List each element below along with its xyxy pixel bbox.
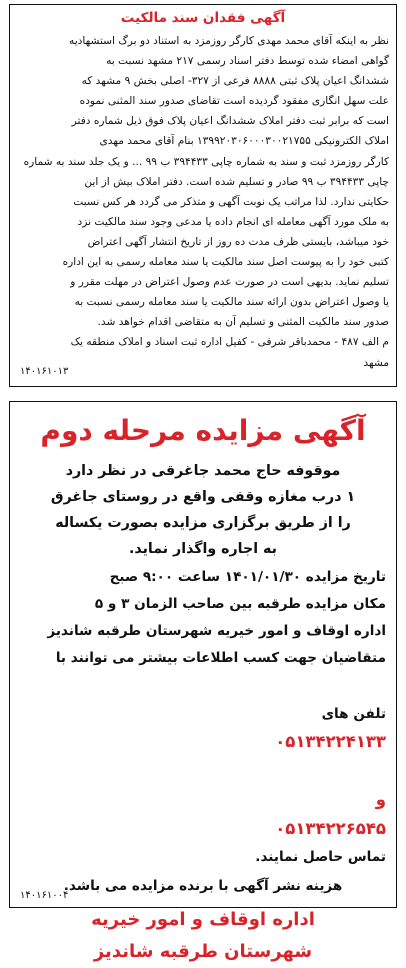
phone-number-1[interactable]: ۰۵۱۳۴۲۲۴۱۳۳ bbox=[275, 732, 386, 751]
phone-suffix: تماس حاصل نمایند. bbox=[255, 849, 386, 865]
auction-code: ۱۴۰۱۶۱۰۰۴ bbox=[20, 890, 69, 901]
phone-join: و bbox=[375, 790, 386, 809]
auction-notice bbox=[9, 401, 397, 962]
issuer-line-2: شهرستان طرقبه شاندیز bbox=[93, 941, 313, 962]
notice-body: نظر به اینکه آقای محمد مهدی کارگر روزمزد به استناد دو برگ استشهادیه گواهی امضاء شده توسط دفتر اسناد رسمی ۲۱۷ مشهد نسبت به ششدانگ اعیان پلاک ثبتی ۸۸۸۸ فرعی از ۳۲۷- اصلی بخش ۹ مشهد که علت سهل انگاری مفقود گردیده است تقاضای صدور سند المثنی نموده است که برابر ثبت دفتر املاک ششدانگ اعیان پلاک فوق ذیل شماره دفتر املاک الکترونیکی ۱۳۹۹۲۰۳۰۶۰۰۰۳۰۰۲۱۷۵۵ بنام آقای محمد مهدی کارگر روزمزد ثبت و سند به شماره چاپی ۳۹۴۴۳۳ ب ۹۹ ... و یک جلد سند به شماره چاپی ۳۹۴۴۳۳ ب ۹۹ صادر و تسلیم شده است. دفتر املاک بیش از این حکایتی ندارد. لذا مراتب یک نوبت آگهی و متذکر می گردد هر کس نسبت به ملک مورد آگهی معامله ای انجام داده یا مدعی وجود سند مالکیت نزد خود میباشد، بایستی ظرف مدت ده روز از تاریخ انتشار آگهی اعتراض کتبی خود را به پیوست اصل سند مالکیت یا سند معامله رسمی به این اداره تسلیم نماید. بدیهی است در صورت عدم وصول اعتراض در مهلت مقرر و یا وصول اعتراض بدون ارائه سند مالکیت یا سند معامله رسمی نسبت به صدور سند مالکیت المثنی و تسلیم آن به متقاضی اقدام خواهد شد. م الف ۴۸۷ - محمدباقر شرفی - کفیل اداره ثبت اسناد و املاک منطقه یک مشهد bbox=[23, 35, 389, 369]
issuer-line-1: اداره اوقاف و امور خیریه bbox=[91, 909, 315, 930]
ownership-loss-notice bbox=[9, 4, 397, 387]
auction-title: آگهی مزایده مرحله دوم bbox=[40, 414, 366, 447]
phone-prefix: تلفن های bbox=[321, 706, 386, 722]
phone-line-2 bbox=[20, 759, 386, 871]
phone-line-1 bbox=[20, 674, 386, 757]
cost-note: هزینه نشر آگهی با برنده مزایده می باشد. bbox=[63, 878, 343, 894]
notice-code: ۱۴۰۱۶۱۰۱۳ bbox=[20, 366, 69, 377]
notice-title: آگهی فقدان سند مالکیت bbox=[120, 10, 286, 26]
auction-details: تاریخ مزایده ۱۴۰۱/۰۱/۳۰ ساعت ۹:۰۰ صبح مکان مزایده طرقبه بین صاحب الزمان ۳ و ۵ اداره اوقاف و امور خیریه شهرستان طرقبه شاندیز متقاضیان جهت کسب اطلاعات بیشتر می توانند با bbox=[47, 569, 386, 666]
auction-intro: موقوفه حاج محمد جاغرقی در نظر دارد ۱ درب مغازه وقفی واقع در روستای جاغرق را از طریق برگزاری مزایده بصورت یکساله به اجاره واگذار نماید. bbox=[50, 463, 356, 557]
phone-number-2[interactable]: ۰۵۱۳۴۲۲۶۵۴۵ bbox=[275, 819, 386, 838]
issuer-name bbox=[20, 904, 386, 968]
